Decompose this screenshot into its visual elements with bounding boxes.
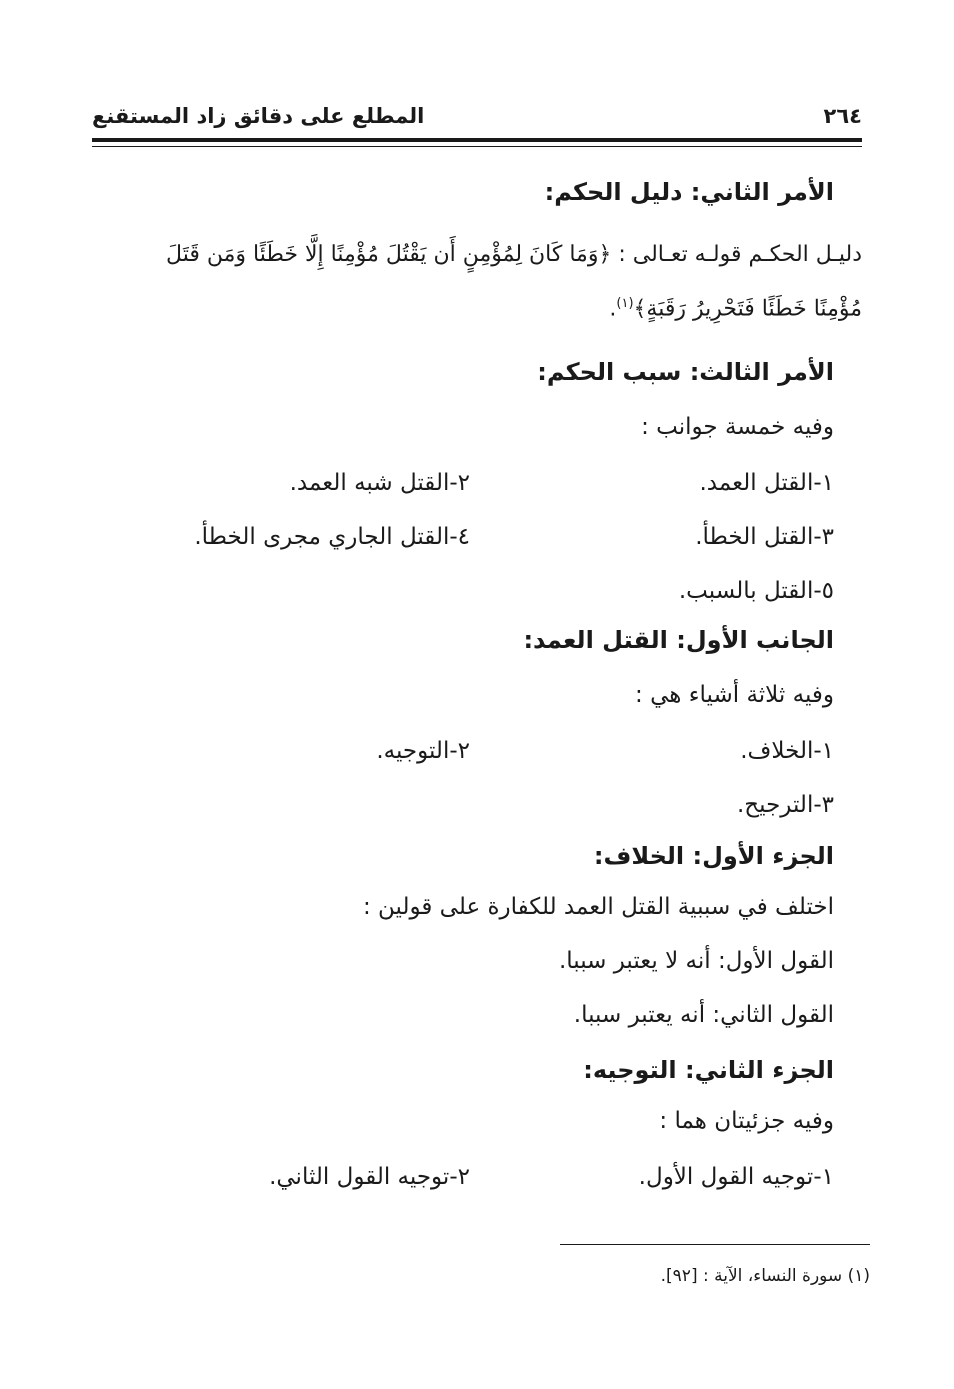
cause-item-2: ٢-القتل شبه العمد. bbox=[289, 470, 470, 496]
evidence-line-1 bbox=[96, 242, 862, 268]
aspect1-heading: الجانب الأول: القتل العمد: bbox=[523, 626, 834, 654]
part1-heading: الجزء الأول: الخلاف: bbox=[593, 842, 834, 870]
cause-item-4: ٤-القتل الجاري مجرى الخطأ. bbox=[194, 524, 470, 550]
verse-end-period: . bbox=[609, 296, 617, 322]
aspect1-intro: وفيه ثلاثة أشياء هي : bbox=[635, 682, 834, 708]
quran-verse-part2: مُؤْمِنًا خَطَئًا فَتَحْرِيرُ رَقَبَةٍ﴾ bbox=[633, 296, 862, 322]
evidence-intro: دليـل الحكـم قولـه تعـالى : bbox=[618, 242, 862, 267]
cause-item-1: ١-القتل العمد. bbox=[699, 470, 834, 496]
part2-item-1: ١-توجيه القول الأول. bbox=[638, 1164, 834, 1190]
aspect1-item-2: ٢-التوجيه. bbox=[376, 738, 470, 764]
footnote-rule bbox=[560, 1244, 870, 1245]
cause-heading: الأمر الثالث: سبب الحكم: bbox=[537, 358, 834, 386]
cause-item-3: ٣-القتل الخطأ. bbox=[695, 524, 834, 550]
page-number: ٢٦٤ bbox=[823, 104, 862, 128]
part2-item-2: ٢-توجيه القول الثاني. bbox=[269, 1164, 470, 1190]
book-title: المطلع على دقائق زاد المستقنع bbox=[92, 104, 425, 128]
part2-intro: وفيه جزئيتان هما : bbox=[659, 1108, 834, 1134]
footnote-reference: (١) bbox=[616, 296, 634, 311]
quran-verse-part1: ﴿وَمَا كَانَ لِمُؤْمِنٍ أَن يَقْتُلَ مُؤْمِنًا إِلَّا خَطَئًا وَمَن قَتَلَ bbox=[166, 242, 612, 267]
part1-text: اختلف في سببية القتل العمد للكفارة على قولين : bbox=[362, 894, 834, 920]
cause-item-5: ٥-القتل بالسبب. bbox=[678, 578, 834, 604]
header-rule-thick bbox=[92, 138, 862, 142]
opinion-2: القول الثاني: أنه يعتبر سببا. bbox=[573, 1002, 834, 1028]
running-header bbox=[92, 96, 862, 136]
aspect1-item-1: ١-الخلاف. bbox=[740, 738, 834, 764]
opinion-1: القول الأول: أنه لا يعتبر سببا. bbox=[558, 948, 834, 974]
cause-intro: وفيه خمسة جوانب : bbox=[641, 414, 834, 440]
header-rule-thin bbox=[92, 146, 862, 147]
evidence-line-2 bbox=[609, 296, 862, 323]
footnote: (١) سورة النساء، الآية : [٩٢]. bbox=[660, 1266, 870, 1286]
evidence-heading: الأمر الثاني: دليل الحكم: bbox=[544, 178, 834, 206]
part2-heading: الجزء الثاني: التوجيه: bbox=[583, 1056, 834, 1084]
aspect1-item-3: ٣-الترجيح. bbox=[736, 792, 834, 818]
